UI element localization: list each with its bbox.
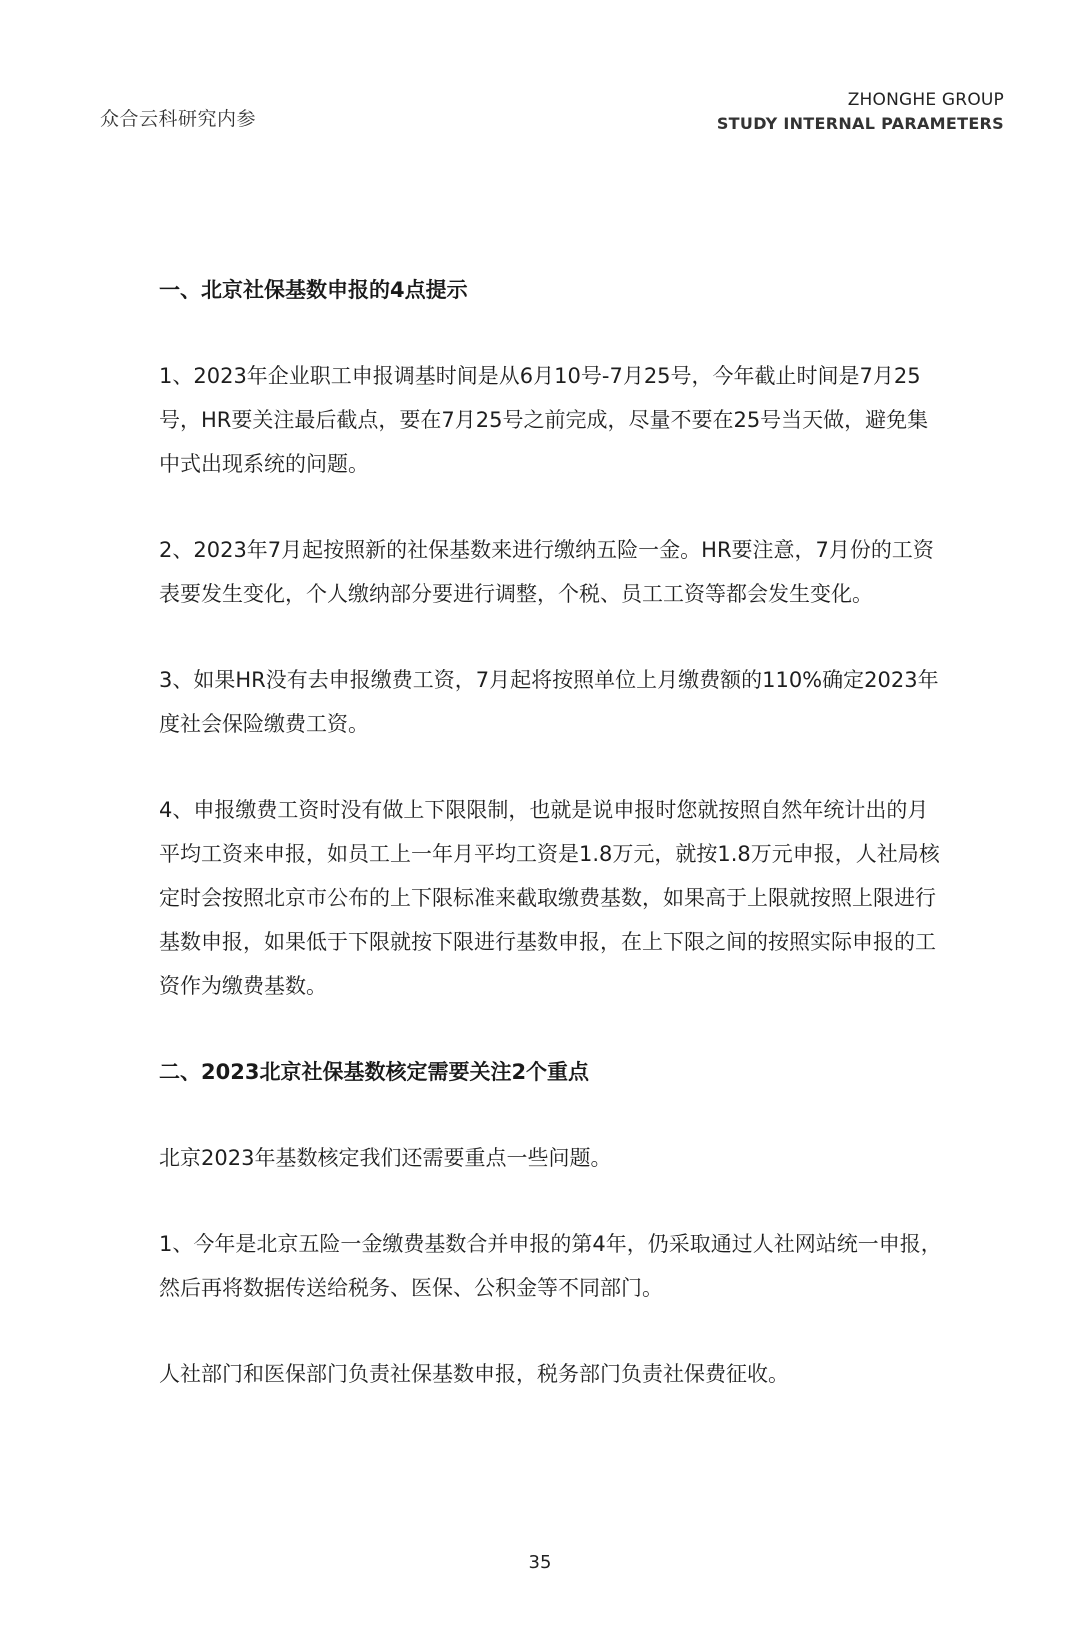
page-number: 35	[528, 1552, 552, 1573]
section2-paragraph-1: 北京2023年基数核定我们还需要重点一些问题。	[159, 1146, 612, 1170]
section1-heading: 一、北京社保基数申报的4点提示	[159, 278, 468, 302]
header-company-name: ZHONGHE GROUP	[847, 90, 1004, 110]
section1-paragraph-1: 1、2023年企业职工申报调基时间是从6月10号-7月25号，今年截止时间是7月25号，HR要关注最后截点，要在7月25号之前完成，尽量不要在25号当天做，避免集中式出现系统的问题。	[159, 364, 929, 476]
header-right-block	[717, 88, 1004, 136]
page-content	[159, 268, 949, 1396]
section2-paragraph-3: 人社部门和医保部门负责社保基数申报，税务部门负责社保费征收。	[159, 1362, 789, 1386]
header-subtitle: STUDY INTERNAL PARAMETERS	[716, 114, 1004, 133]
section1-paragraph-4: 4、申报缴费工资时没有做上下限限制，也就是说申报时您就按照自然年统计出的月平均工资来申报，如员工上一年月平均工资是1.8万元，就按1.8万元申报，人社局核定时会按照北京市公布的上下限标准来截取缴费基数，如果高于上限就按照上限进行基数申报，如果低于下限就按下限进行基数申报，在上下限之间的按照实际申报的工资作为缴费基数。	[159, 798, 940, 998]
header-left-title: 众合云科研究内参	[100, 108, 257, 130]
section1-paragraph-3: 3、如果HR没有去申报缴费工资，7月起将按照单位上月缴费额的110%确定2023年度社会保险缴费工资。	[159, 668, 939, 736]
section2-heading: 二、2023北京社保基数核定需要关注2个重点	[159, 1060, 590, 1084]
section2-paragraph-2: 1、今年是北京五险一金缴费基数合并申报的第4年，仍采取通过人社网站统一申报，然后再将数据传送给税务、医保、公积金等不同部门。	[159, 1232, 942, 1300]
section1-paragraph-2: 2、2023年7月起按照新的社保基数来进行缴纳五险一金。HR要注意，7月份的工资表要发生变化，个人缴纳部分要进行调整，个税、员工工资等都会发生变化。	[159, 538, 934, 606]
